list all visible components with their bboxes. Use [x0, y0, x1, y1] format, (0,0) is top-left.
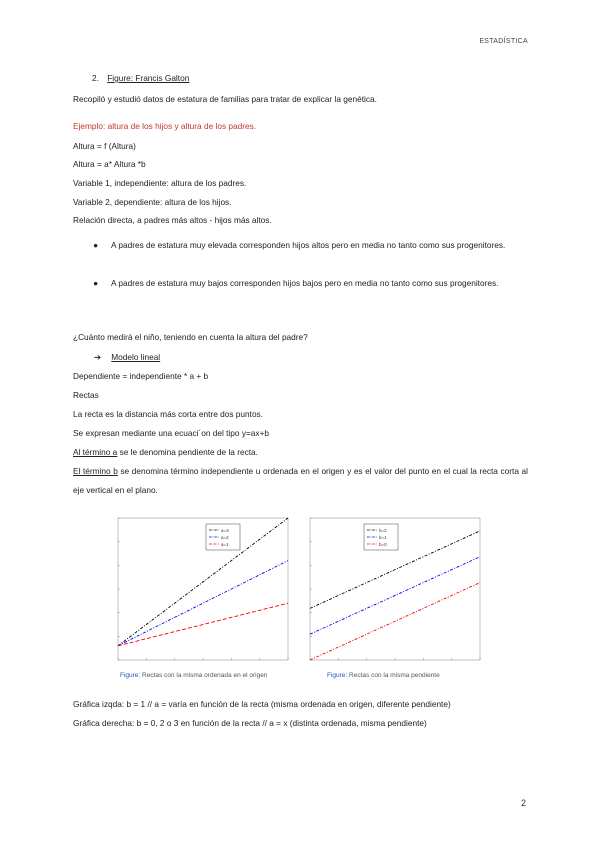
legend-label: b=2 [379, 528, 387, 533]
arrow-item [94, 352, 160, 363]
termino-a-text: se le denomina pendiente de la recta. [117, 447, 258, 457]
plot-frame [118, 518, 288, 660]
termino-b-label: El término b [73, 466, 118, 476]
termino-a-line [73, 447, 258, 458]
grafica-izq-line: Gráfica izqda: b = 1 // a = varía en función de la recta (misma ordenada en origen, diferente pendiente) [73, 699, 451, 709]
page-number: 2 [520, 798, 526, 808]
bullet-text: A padres de estatura muy elevada corresponden hijos altos pero en media no tanto como sus progenitores. [111, 240, 506, 250]
termino-b-text: se denomina término independiente u ordenada en el origen y es el valor del punto en el cual la recta corta al eje vertical en el plano. [73, 466, 528, 495]
model-formula: Dependiente = independiente * a + b [73, 371, 209, 381]
figure-caption-text: Rectas con la misma pendiente [349, 672, 440, 679]
termino-b-paragraph [73, 462, 528, 500]
running-header: ESTADÍSTICA [479, 38, 528, 45]
figure-label: Figure: [120, 672, 141, 679]
example-title: Ejemplo: altura de los hijos y altura de los padres. [73, 121, 257, 131]
bullet-icon: ● [93, 278, 99, 288]
variable-line: Variable 2, dependiente: altura de los hijos. [73, 197, 232, 207]
termino-a-label: Al término a [73, 447, 118, 457]
section-title: Figure: Francis Galton [107, 73, 190, 83]
legend-label: a=1 [221, 542, 229, 547]
chart-right [308, 514, 482, 664]
grafica-der-line: Gráfica derecha: b = 0, 2 o 3 en función de la recta // a = x (distinta ordenada, misma pendiente) [73, 718, 427, 728]
figure-label: Figure: [327, 672, 348, 679]
variable-line: Variable 1, independiente: altura de los padres. [73, 178, 247, 188]
arrow-item-label: Modelo lineal [111, 352, 161, 362]
bullet-item [93, 274, 525, 293]
rectas-line: Se expresan mediante una ecuaci´on del tipo y=ax+b [73, 428, 270, 438]
bullet-item [93, 236, 525, 255]
formula-line: Altura = a* Altura *b [73, 159, 146, 169]
bullet-icon: ● [93, 240, 99, 250]
legend-label: a=2 [221, 535, 229, 540]
chart-left [116, 514, 290, 664]
figure-caption-text: Rectas con la misma ordenada en el origen [142, 672, 268, 679]
figure-caption-left [120, 672, 267, 679]
formula-line: Altura = f (Altura) [73, 141, 136, 151]
section-heading [92, 73, 189, 84]
rectas-title: Rectas [73, 390, 99, 400]
section-number: 2. [92, 73, 99, 83]
intro-text: Recopiló y estudió datos de estatura de familias para tratar de explicar la genética. [73, 94, 377, 104]
legend-label: a=3 [221, 528, 229, 533]
relation-line: Relación directa, a padres más altos - hijos más altos. [73, 215, 272, 225]
question-line: ¿Cuánto medirá el niño, teniendo en cuenta la altura del padre? [73, 332, 308, 342]
legend-label: b=1 [379, 535, 387, 540]
rectas-line: La recta es la distancia más corta entre dos puntos. [73, 409, 264, 419]
arrow-right-icon: ➔ [94, 352, 101, 362]
legend-label: b=0 [379, 542, 387, 547]
bullet-text: A padres de estatura muy bajos corresponden hijos bajos pero en media no tanto como sus progenitores. [111, 278, 499, 288]
figure-caption-right [327, 672, 440, 679]
